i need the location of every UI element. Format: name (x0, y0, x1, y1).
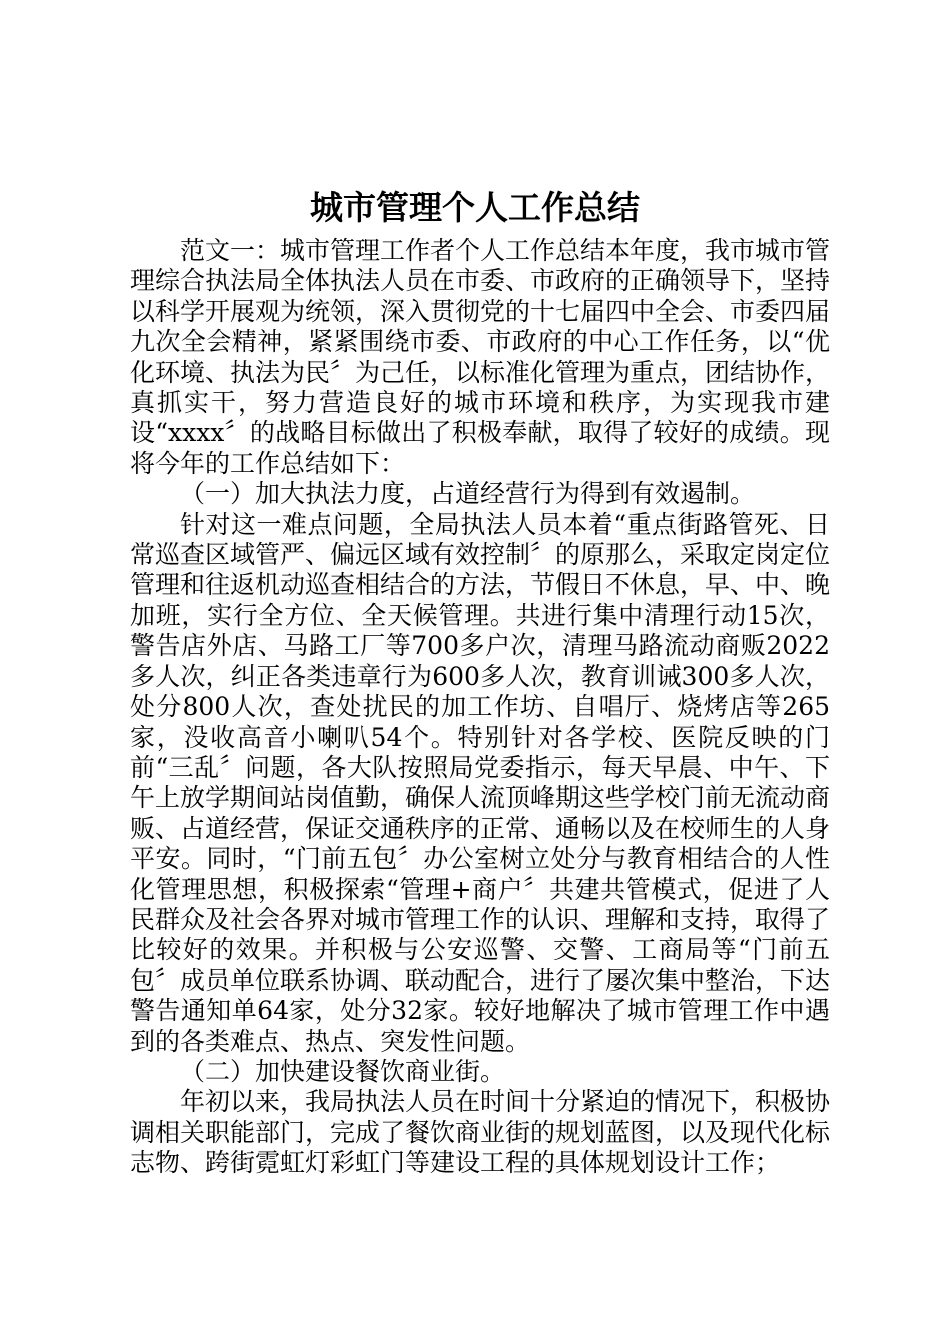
section-heading-2: （二）加快建设餐饮商业街。 (180, 1056, 506, 1086)
document-title: 城市管理个人工作总结 (310, 188, 640, 227)
paragraph-section-2: 年初以来，我局执法人员在时间十分紧迫的情况下，积极协调相关职能部门，完成了餐饮商业街的规划蓝图，以及现代化标志物、跨街霓虹灯彩虹门等建设工程的具体规划设计工作； (130, 1087, 831, 1178)
document-body (130, 236, 830, 1179)
paragraph-section-1: 针对这一难点问题，全局执法人员本着“重点街路管死、日常巡查区域管严、偏远区域有效控制〞的原那么，采取定岗定位管理和往返机动巡查相结合的方法，节假日不休息，早、中、晚加班，实行全方位、全天候管理。共进行集中清理行动15次，警告店外店、马路工厂等700多户次，清理马路流动商贩2022多人次，纠正各类违章行为600多人次，教育训诫300多人次，处分800人次，查处扰民的加工作坊、自唱厅、烧烤店等265家，没收高音小喇叭54个。特别针对各学校、医院反映的门前“三乱〞问题，各大队按照局党委指示，每天早晨、中午、下午上放学期间站岗值勤，确保人流顶峰期这些学校门前无流动商贩、占道经营，保证交通秩序的正常、通畅以及在校师生的人身平安。同时，“门前五包〞办公室树立处分与教育相结合的人性化管理思想，积极探索“管理+商户〞共建共管模式，促进了人民群众及社会各界对城市管理工作的认识、理解和支持，取得了比较好的效果。并积极与公安巡警、交警、工商局等“门前五包〞成员单位联系协调、联动配合，进行了屡次集中整治，下达警告通知单64家，处分32家。较好地解决了城市管理工作中遇到的各类难点、热点、突发性问题。 (130, 509, 831, 1056)
section-heading-1: （一）加大执法力度，占道经营行为得到有效遏制。 (180, 479, 756, 509)
paragraph-intro: 范文一：城市管理工作者个人工作总结本年度，我市城市管理综合执法局全体执法人员在市委、市政府的正确领导下，坚持以科学开展观为统领，深入贯彻党的十七届四中全会、市委四届九次全会精神，紧紧围绕市委、市政府的中心工作任务，以“优化环境、执法为民〞为己任，以标准化管理为重点，团结协作，真抓实干，努力营造良好的城市环境和秩序，为实现我市建设“xxxx〞的战略目标做出了积极奉献，取得了较好的成绩。现将今年的工作总结如下： (130, 236, 831, 478)
